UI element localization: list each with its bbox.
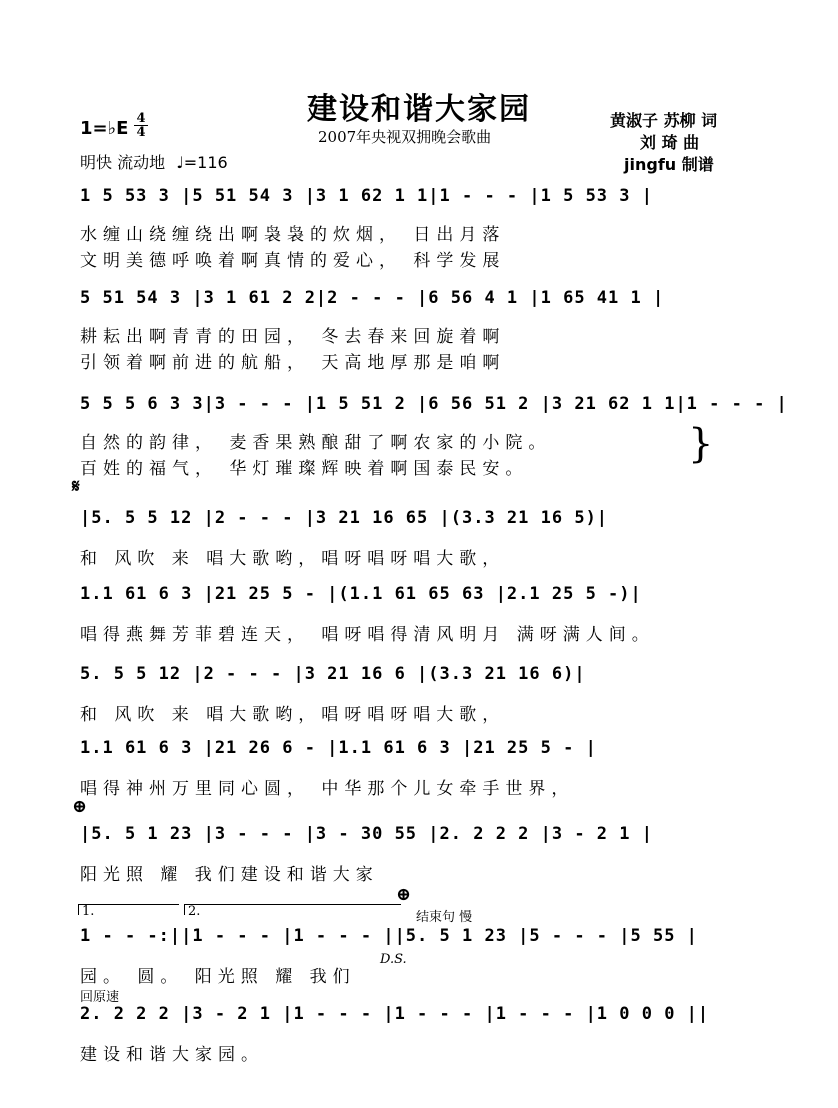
time-top: 4 (134, 112, 148, 126)
lyrics-line-6: 和 风吹 来 唱大歌哟，唱呀唱呀唱大歌， (80, 705, 506, 725)
page-title: 建设和谐大家园 (307, 92, 531, 127)
tempo-marking (80, 150, 228, 173)
lyrics-line-10: 建设和谐大家园。 (80, 1045, 264, 1065)
lyrics-line-3b: 百姓的福气， 华灯璀璨辉映着啊国泰民安。 (80, 459, 529, 479)
lyrics-line-5: 唱得燕舞芳菲碧连天， 唱呀唱得清风明月 满呀满人间。 (80, 625, 655, 645)
notes-line-9: 1 - - -:||1 - - - |1 - - - ||5. 5 1 23 |5 - - - |5 55 | (80, 926, 698, 946)
time-bottom: 4 (136, 125, 146, 140)
lyrics-line-3a: 自然的韵律， 麦香果熟酿甜了啊农家的小院。 (80, 433, 552, 453)
lyrics-line-9: 园。 圆。 阳光照 耀 我们 (80, 967, 356, 987)
notes-line-7: 1.1 61 6 3 |21 26 6 - |1.1 61 6 3 |21 25 5 - | (80, 738, 597, 758)
key-signature: 1=♭E (80, 118, 129, 139)
lyrics-line-7: 唱得神州万里同心圆， 中华那个儿女牵手世界， (80, 779, 575, 799)
lyrics-line-4: 和 风吹 来 唱大歌哟，唱呀唱呀唱大歌， (80, 549, 506, 569)
lyrics-line-2a: 耕耘出啊青青的田园， 冬去春来回旋着啊 (80, 327, 506, 347)
bpm: ♩=116 (176, 153, 228, 172)
ds-mark: D.S. (380, 952, 407, 967)
tempo-text: 明快 流动地 (80, 153, 166, 172)
ending-2-bracket (184, 904, 401, 915)
notes-line-2: 5 51 54 3 |3 1 61 2 2|2 - - - |6 56 4 1 |1 65 41 1 | (80, 288, 665, 308)
notes-line-6: 5. 5 5 12 |2 - - - |3 21 16 6 |(3.3 21 16 6)| (80, 664, 586, 684)
segno-icon: 𝄋 (72, 476, 80, 497)
composer: 刘 琦 曲 (640, 133, 700, 152)
coda-icon-2: ⊕ (396, 884, 412, 905)
brace: } (688, 421, 714, 467)
ending-text: 结束句 慢 (416, 910, 473, 925)
notes-line-4: |5. 5 5 12 |2 - - - |3 21 16 65 |(3.3 21 16 5)| (80, 508, 609, 528)
ending-2-label: 2. (188, 904, 201, 919)
notes-line-8: |5. 5 1 23 |3 - - - |3 - 30 55 |2. 2 2 2 |3 - 2 1 | (80, 824, 653, 844)
coda-icon: ⊕ (72, 796, 88, 817)
ending-1-label: 1. (82, 904, 95, 919)
lyrics-line-1a: 水缠山绕缠绕出啊袅袅的炊烟， 日出月落 (80, 225, 506, 245)
lyrics-line-8: 阳光照 耀 我们建设和谐大家 (80, 865, 379, 885)
notes-line-1: 1 5 53 3 |5 51 54 3 |3 1 62 1 1|1 - - - |1 5 53 3 | (80, 186, 653, 206)
time-signature (134, 112, 148, 139)
notes-line-5: 1.1 61 6 3 |21 25 5 - |(1.1 61 65 63 |2.1 25 5 -)| (80, 584, 642, 604)
subtitle: 2007年央视双拥晚会歌曲 (318, 128, 492, 146)
lyrics-line-1b: 文明美德呼唤着啊真情的爱心， 科学发展 (80, 251, 506, 271)
lyricist: 黄淑子 苏柳 词 (610, 111, 718, 130)
a-tempo-mark: 回原速 (80, 990, 120, 1005)
lyrics-line-2b: 引领着啊前进的航船， 天高地厚那是咱啊 (80, 353, 506, 373)
notes-line-3: 5 5 5 6 3 3|3 - - - |1 5 51 2 |6 56 51 2 |3 21 62 1 1|1 - - - | (80, 394, 788, 414)
notes-line-10: 2. 2 2 2 |3 - 2 1 |1 - - - |1 - - - |1 - - - |1 0 0 0 || (80, 1004, 710, 1024)
arranger: jingfu 制谱 (624, 155, 714, 174)
